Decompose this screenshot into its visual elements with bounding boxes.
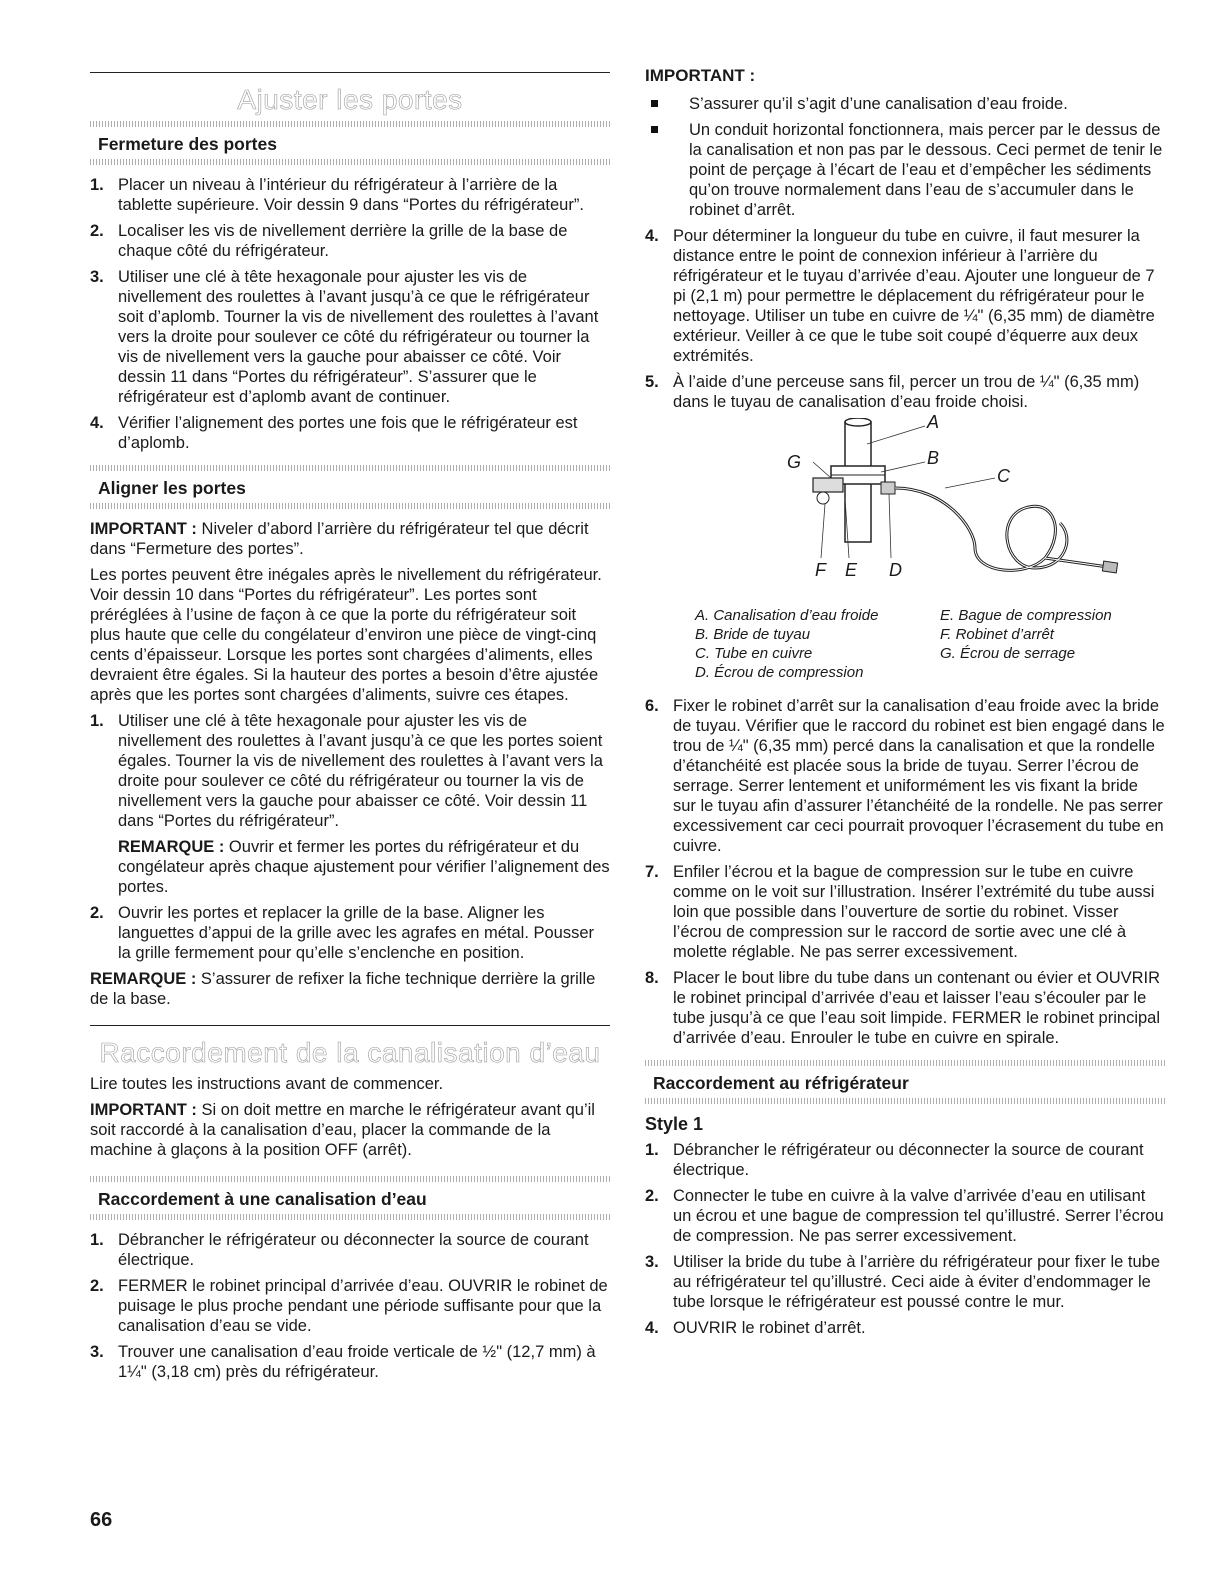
page-number: 66	[90, 1509, 113, 1531]
figure-label-d: D	[889, 560, 902, 580]
caption-column-left	[695, 606, 930, 682]
list-item: 3. Utiliser une clé à tête hexagonale pour ajuster les vis de nivellement des roulettes à l’avant jusqu’à ce que le réfrigérateur soit d’aplomb. Tourner la vis de nivellement des roulettes à l’avant vers la droite pour soulever ce côté du réfrigérateur ou tourner la vis de nivellement vers la gauche pour abaisser ce côté. Voir dessin 11 dans “Portes du réfrigérateur”. S’assurer que le réfrigérateur est d’aplomb avant de continuer.	[90, 268, 599, 406]
section-title-ajuster: Ajuster les portes	[237, 84, 463, 115]
dotted-rule	[90, 121, 610, 127]
caption-item: C. Tube en cuivre	[695, 645, 813, 662]
aligner-list	[90, 711, 610, 963]
intro-text: Lire toutes les instructions avant de commencer.	[90, 1075, 444, 1093]
list-item: 4. Vérifier l’alignement des portes une fois que le réfrigérateur est d’aplomb.	[90, 414, 578, 452]
subhead-label: Raccordement à une canalisation d’eau	[98, 1189, 427, 1209]
list-item: 5. À l’aide d’une perceuse sans fil, percer un trou de ¼" (6,35 mm) dans le tuyau de canalisation d’eau froide choisi.	[645, 373, 1140, 411]
remarque-note: REMARQUE : Ouvrir et fermer les portes du réfrigérateur et du congélateur après chaque ajustement pour vérifier l’alignement des portes.	[118, 838, 610, 896]
list-item: 1. Débrancher le réfrigérateur ou déconnecter la source de courant électrique.	[645, 1141, 1144, 1179]
dotted-rule	[90, 503, 610, 509]
list-item: 4. Pour déterminer la longueur du tube en cuivre, il faut mesurer la distance entre le point de connexion inférieur à l’arrière du réfrigérateur et le tuyau d’arrivée d’eau. Ajouter une longueur de 7 pi (2,1 m) pour permettre le déplacement du réfrigérateur pour le nettoyage. Utiliser un tube en cuivre de ¼" (6,35 mm) de diamètre extérieur. Veiller à ce que le tube soit coupé d’équerre aux deux extrémités.	[645, 227, 1155, 365]
subhead-raccordement-refrigerateur	[645, 1060, 1165, 1104]
subhead-label: Fermeture des portes	[98, 134, 277, 154]
caption-column-right	[940, 606, 1180, 682]
list-item: 7. Enfiler l’écrou et la bague de compression sur le tube en cuivre comme on le voit sur l’illustration. Insérer l’extrémité du tube aussi loin que possible dans l’ouverture de sortie du robinet. Visser l’écrou de compression sur le raccord de sortie avec une clé à molette réglable. Ne pas serrer excessivement.	[645, 863, 1155, 961]
steps-list-a	[645, 226, 1165, 412]
subhead-label: Aligner les portes	[98, 478, 246, 498]
dotted-rule	[90, 465, 610, 471]
list-item: 2. FERMER le robinet principal d’arrivée d’eau. OUVRIR le robinet de puisage le plus proche pendant une période suffisante pour que la canalisation d’eau se vide.	[90, 1277, 608, 1335]
section-rule	[90, 72, 610, 73]
raccordement-refrigerateur-list	[645, 1140, 1165, 1338]
subhead-raccordement-canalisation	[90, 1176, 610, 1220]
list-item: 2. Connecter le tube en cuivre à la valve d’arrivée d’eau en utilisant un écrou et une bague de compression tel qu’illustré. Serrer l’écrou de compression. Ne pas serrer excessivement.	[645, 1187, 1164, 1245]
important-heading: IMPORTANT :	[645, 66, 756, 85]
subhead-fermeture	[90, 121, 610, 165]
caption-item: E. Bague de compression	[940, 607, 1112, 624]
shutoff-valve-illustration	[645, 412, 1165, 598]
bullet-item: S’assurer qu’il s’agit d’une canalisation d’eau froide.	[645, 94, 1165, 114]
figure-captions	[645, 606, 1165, 682]
caption-item: A. Canalisation d’eau froide	[695, 607, 879, 624]
dotted-rule	[90, 159, 610, 165]
list-item: 1. Débrancher le réfrigérateur ou déconnecter la source de courant électrique.	[90, 1231, 589, 1269]
figure-label-e: E	[845, 560, 858, 580]
section-title-raccordement: Raccordement de la canalisation d’eau	[99, 1037, 601, 1068]
fermeture-list	[90, 175, 610, 453]
paragraph: Les portes peuvent être inégales après le nivellement du réfrigérateur. Voir dessin 10 dans “Portes du réfrigérateur”. Les portes sont préréglées à l’usine de façon à ce que la porte du réfrigérateur soit plus haute que celle du congélateur d’environ une pièce de vingt-cinq cents d’épaisseur. Lorsque les portes sont chargées d’aliments, elles devraient être égales. Si la hauteur des portes a besoin d’être ajustée après que les portes sont chargées d’aliments, suivre ces étapes.	[90, 566, 602, 704]
figure-label-f: F	[815, 560, 826, 580]
figure-label-a: A	[927, 412, 940, 432]
caption-item: B. Bride de tuyau	[695, 626, 811, 643]
important-note: IMPORTANT : Niveler d’abord l’arrière du réfrigérateur tel que décrit dans “Fermeture des portes”.	[90, 520, 589, 558]
list-item: 2. Ouvrir les portes et replacer la grille de la base. Aligner les languettes d’appui de la grille avec les agrafes en métal. Pousser la grille fermement pour qu’elle s’enclenche en position.	[90, 904, 595, 962]
subhead-label: Raccordement au réfrigérateur	[653, 1073, 909, 1093]
list-item: 1. Placer un niveau à l’intérieur du réfrigérateur à l’arrière de la tablette supérieure. Voir dessin 9 dans “Portes du réfrigérateur”.	[90, 176, 584, 214]
style-heading: Style 1	[645, 1114, 704, 1134]
dotted-rule	[90, 1214, 610, 1220]
raccordement-list	[90, 1230, 610, 1382]
figure-label-b: B	[927, 448, 940, 468]
caption-item: G. Écrou de serrage	[940, 645, 1076, 662]
dotted-rule	[645, 1098, 1165, 1104]
figure-label-c: C	[997, 466, 1010, 486]
list-item: 6. Fixer le robinet d’arrêt sur la canalisation d’eau froide avec la bride de tuyau. Vérifier que le raccord du robinet est bien engagé dans le trou de ¼" (6,35 mm) percé dans la canalisation et que la rondelle d’étanchéité est placée sous la bride de tuyau. Serrer l’écrou de serrage. Serrer lentement et uniformément les vis fixant la bride sur le tuyau afin d’assurer l’étanchéité de la rondelle. Ne pas serrer excessivement car ceci pourrait provoquer l’écrasement du tube en cuivre.	[645, 697, 1165, 855]
list-item: 1. Utiliser une clé à tête hexagonale pour ajuster les vis de nivellement des roulettes à l’avant jusqu’à ce que les portes soient égales. Tourner la vis de nivellement des roulettes à l’avant vers la droite pour soulever ce côté du réfrigérateur ou tourner la vis de nivellement vers la gauche pour abaisser ce côté. Voir dessin 11 dans “Portes du réfrigérateur”. REMARQUE : Ouvrir et fermer les portes du réfrigérateur et du congélateur après chaque ajustement pour vérifier l’alignement des portes.	[90, 712, 610, 896]
subhead-aligner	[90, 465, 610, 509]
steps-list-b	[645, 696, 1165, 1048]
right-column	[645, 0, 1165, 1344]
remarque-note: REMARQUE : S’assurer de refixer la fiche technique derrière la grille de la base.	[90, 970, 596, 1008]
bullet-item: Un conduit horizontal fonctionnera, mais percer par le dessus de la canalisation et non pas par le dessous. Ceci permet de tenir le point de perçage à l’écart de l’eau et d’empêcher les sédiments qu’on trouve normalement dans l’eau de s’accumuler dans le robinet d’arrêt.	[645, 120, 1165, 220]
caption-item: D. Écrou de compression	[695, 664, 864, 681]
valve-diagram	[645, 418, 1165, 598]
square-bullet-icon	[651, 126, 658, 133]
section-rule	[90, 1025, 610, 1026]
figure-label-g: G	[787, 452, 802, 472]
dotted-rule	[90, 1176, 610, 1182]
square-bullet-icon	[651, 100, 658, 107]
important-note: IMPORTANT : Si on doit mettre en marche le réfrigérateur avant qu’il soit raccordé à la canalisation d’eau, placer la commande de la machine à glaçons à la position OFF (arrêt).	[90, 1101, 595, 1159]
dotted-rule	[645, 1060, 1165, 1066]
list-item: 4. OUVRIR le robinet d’arrêt.	[645, 1319, 866, 1337]
list-item: 3. Utiliser la bride du tube à l’arrière du réfrigérateur pour fixer le tube au réfrigérateur tel qu’illustré. Ceci aide à éviter d’endommager le tube lorsque le réfrigérateur est poussé contre le mur.	[645, 1253, 1160, 1311]
caption-item: F. Robinet d’arrêt	[940, 626, 1054, 643]
list-item: 8. Placer le bout libre du tube dans un contenant ou évier et OUVRIR le robinet principal d’arrivée d’eau et laisser l’eau s’écouler par le tube jusqu’à ce que l’eau soit limpide. FERMER le robinet principal d’arrivée d’eau. Enrouler le tube en cuivre en spirale.	[645, 969, 1161, 1047]
list-item: 3. Trouver une canalisation d’eau froide verticale de ½" (12,7 mm) à 1¼" (3,18 cm) près du réfrigérateur.	[90, 1343, 596, 1381]
important-bullets	[645, 94, 1165, 220]
left-column	[90, 0, 610, 1388]
list-item: 2. Localiser les vis de nivellement derrière la grille de la base de chaque côté du réfrigérateur.	[90, 222, 568, 260]
